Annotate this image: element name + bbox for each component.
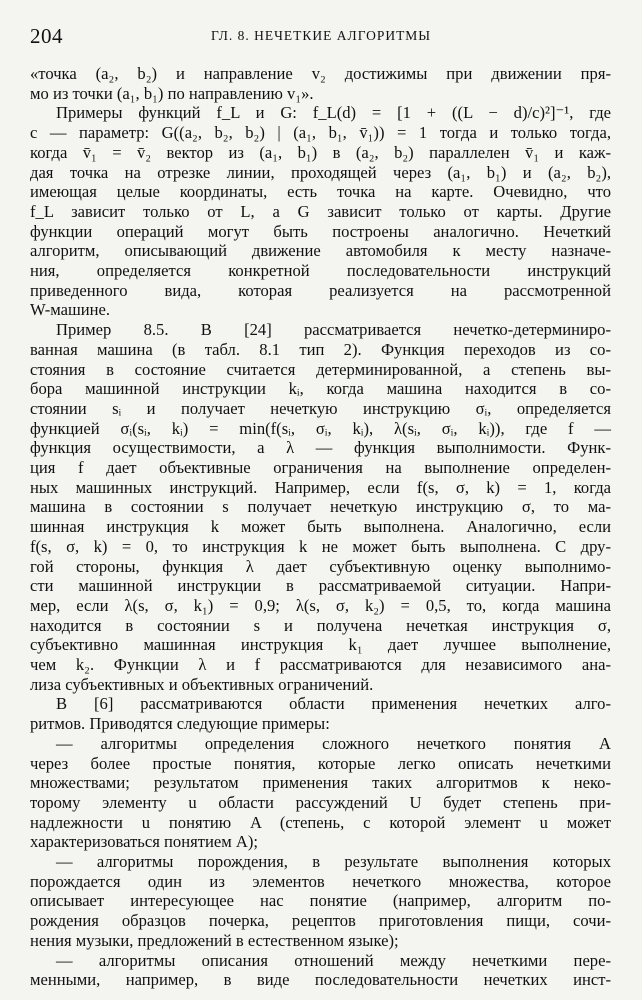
list-item-line: — алгоритмы определения сложного нечеткого понятия A <box>56 733 611 753</box>
text-line: надлежности u понятию A (степень, с которой элемент u может <box>30 812 611 832</box>
text-line: приведенного вида, которая реализуется на рассмотренной <box>30 280 611 300</box>
text-line: Примеры функций f_L и G: f_L(d) = [1 + ((L − d)/c)²]⁻¹, где <box>56 103 611 123</box>
text-line: торому элементу u области рассуждений U будет степень при- <box>30 792 611 812</box>
page-header <box>30 24 612 46</box>
text-line: через более простые понятия, которые легко описать нечеткими <box>30 753 611 773</box>
text-line: бора машинной инструкции kᵢ, когда машина находится в со- <box>30 379 611 399</box>
text-line: В [6] рассматриваются области применения нечетких алго- <box>56 694 611 714</box>
text-line: функции операций могут быть построены аналогично. Нечеткий <box>30 221 611 241</box>
text-line: алгоритм, описывающий движение автомобиля к месту назначе- <box>30 241 611 261</box>
text-line: f(s, σ, k) = 0, то инструкция k не может быть выполнена. С дру- <box>30 536 611 556</box>
text-line: W-машине. <box>30 300 111 320</box>
text-line: описывает интересующее нас понятие (например, алгоритм по- <box>30 891 611 911</box>
text-line: гой стороны, функция λ дает субъективную оценку выполнимо- <box>30 556 611 576</box>
text-line: ванная машина (в табл. 8.1 тип 2). Функция переходов из со- <box>30 339 611 359</box>
example-heading-line: Пример 8.5. В [24] рассматривается нечетко-детерминиро- <box>56 320 611 340</box>
text-line: нения музыки, предложений в естественном языке); <box>30 930 399 950</box>
text-line: ция f дает объективные ограничения на выполнение определен- <box>30 458 611 477</box>
text-line: стояния в состояние считается детерминированной, а степень вы- <box>30 359 611 379</box>
text-line: имеющая целые координаты, есть точка на карте. Очевидно, что <box>30 182 611 202</box>
text-line: лиза субъективных и объективных ограничений. <box>30 674 374 694</box>
text-line: мер, если λ(s, σ, k₁) = 0,9; λ(s, σ, k₂) = 0,5, то, когда машина <box>30 595 611 615</box>
text-line: функцией σᵢ(sᵢ, kᵢ) = min(f(sᵢ, σᵢ, kᵢ), λ(sᵢ, σᵢ, kᵢ)), где f — <box>30 418 611 438</box>
text-line: характеризоваться понятием A); <box>30 832 258 852</box>
text-line: находится в состоянии s и получена нечеткая инструкция σ, <box>30 615 611 635</box>
text-line: рождения образцов почерка, рецептов приготовления пищи, сочи- <box>30 911 611 931</box>
text-line: когда v̄₁ = v̄₂ вектор из (a₁, b₁) в (a₂, b₂) параллелен v̄₁ и каж- <box>30 142 611 162</box>
text-line: «точка (a₂, b₂) и направление v₂ достижимы при движении пря- <box>30 64 611 83</box>
list-item-line: — алгоритмы описания отношений между нечеткими пере- <box>56 950 611 970</box>
page-number: 204 <box>30 24 63 48</box>
text-line: дая точка на отрезке линии, проходящей через (a₁, b₁) и (a₂, b₂), <box>30 162 611 182</box>
text-line: машина в состоянии s получает нечеткую инструкцию σ, то ма- <box>30 497 611 517</box>
text-line: ных машинных инструкций. Например, если f(s, σ, k) = 1, когда <box>30 477 611 497</box>
text-line: менными, например, в виде последовательности нечетких инст- <box>30 970 611 990</box>
text-line: множествами; результатом применения таких алгоритмов к неко- <box>30 773 611 793</box>
text-line: ния, определяется конкретной последовательности инструкций <box>30 261 611 280</box>
text-line: c — параметр: G((a₂, b₂, b₂) | (a₁, b₁, v̄₁)) = 1 тогда и только тогда, <box>30 123 611 143</box>
text-line: чем k₂. Функции λ и f рассматриваются для независимого ана- <box>30 655 611 674</box>
text-line: сти машинной инструкции в рассматриваемой ситуации. Напри- <box>30 576 611 596</box>
text-line: функция осуществимости, а λ — функция выполнимости. Функ- <box>30 438 611 458</box>
text-line: порождается один из элементов нечеткого множества, которое <box>30 871 611 891</box>
text-line: шинная инструкция k может быть выполнена. Аналогично, если <box>30 517 611 537</box>
text-line: субъективно машинная инструкция k₁ дает лучшее выполнение, <box>30 635 611 655</box>
text-line: стоянии sᵢ и получает нечеткую инструкцию σᵢ, определяется <box>30 398 611 418</box>
text-line: ритмов. Приводятся следующие примеры: <box>30 714 330 734</box>
text-line: f_L зависит только от L, а G зависит только от карты. Другие <box>30 201 611 221</box>
list-item-line: — алгоритмы порождения, в результате выполнения которых <box>56 852 611 871</box>
text-line: мо из точки (a₁, b₁) по направлению v₁». <box>30 83 314 103</box>
running-head: ГЛ. 8. НЕЧЕТКИЕ АЛГОРИТМЫ <box>210 28 432 43</box>
